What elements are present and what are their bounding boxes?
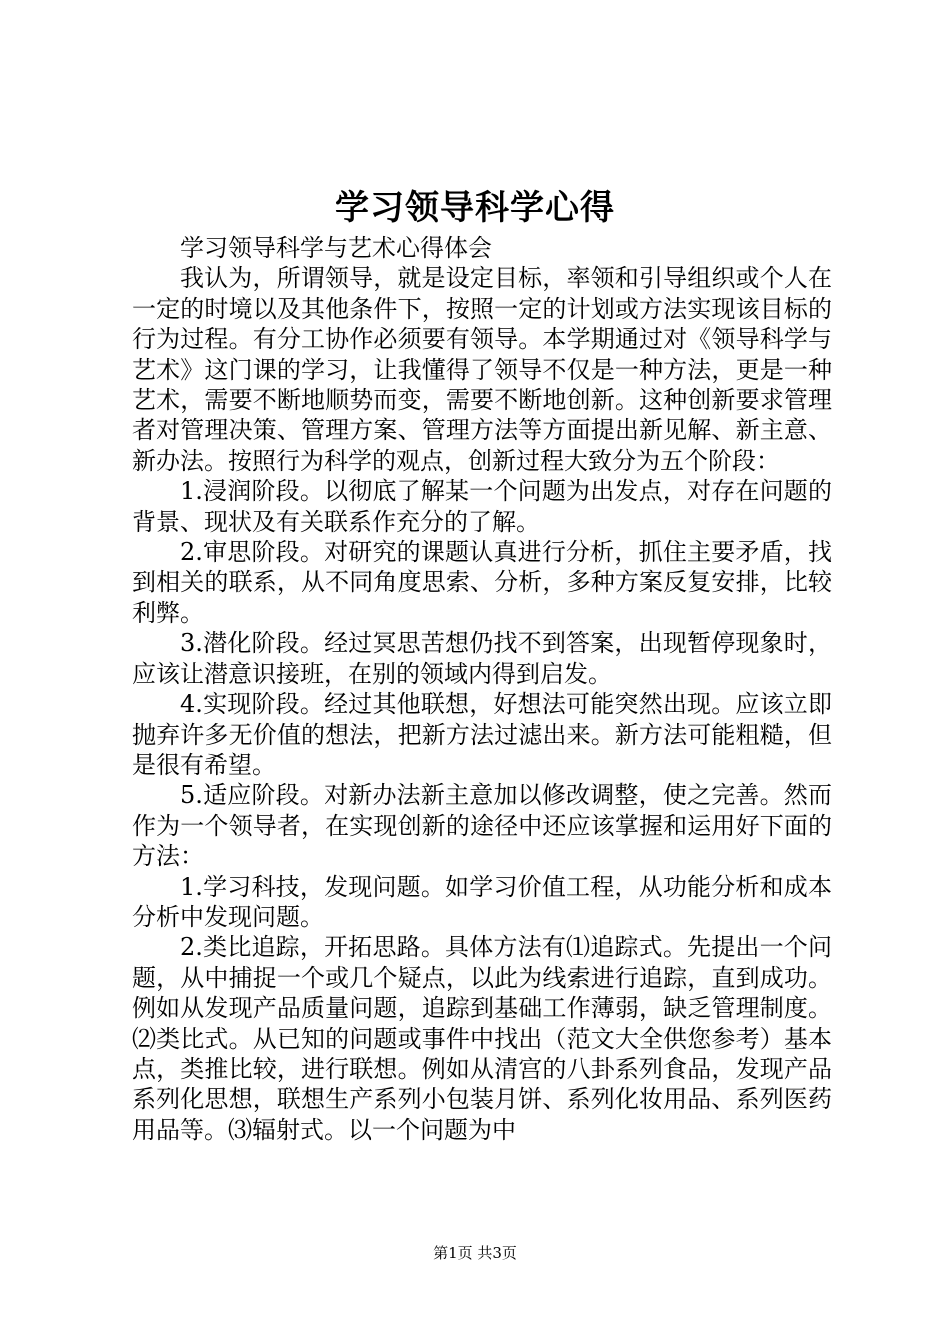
paragraph-subtitle: 学习领导科学与艺术心得体会 xyxy=(180,234,492,262)
paragraph-method-2: 2.类比追踪，开拓思路。具体方法有⑴追踪式。先提出一个问题，从中捕捉一个或几个疑点，以此为线索进行追踪，直到成功。例如从发现产品质量问题，追踪到基础工作薄弱，缺乏管理制度。⑵类比式。从已知的问题或事件中找出（范文大全供您参考）基本点，类推比较，进行联想。例如从清宫的八卦系列食品，发现产品系列化思想，联想生产系列小包装月饼、系列化妆用品、系列医药用品等。⑶辐射式。以一个问题为中 xyxy=(132,933,832,1144)
paragraph-stage-1: 1.浸润阶段。以彻底了解某一个问题为出发点，对存在问题的背景、现状及有关联系作充分的了解。 xyxy=(132,477,832,536)
document-body xyxy=(132,233,832,1145)
paragraph-intro: 我认为，所谓领导，就是设定目标，率领和引导组织或个人在一定的时境以及其他条件下，按照一定的计划或方法实现该目标的行为过程。有分工协作必须要有领导。本学期通过对《领导科学与艺术》这门课的学习，让我懂得了领导不仅是一种方法，更是一种艺术，需要不断地顺势而变，需要不断地创新。这种创新要求管理者对管理决策、管理方案、管理方法等方面提出新见解、新主意、新办法。按照行为科学的观点，创新过程大致分为五个阶段： xyxy=(132,264,832,475)
paragraph-stage-4: 4.实现阶段。经过其他联想，好想法可能突然出现。应该立即抛弃许多无价值的想法，把新方法过滤出来。新方法可能粗糙，但是很有希望。 xyxy=(132,690,832,779)
paragraph-stage-2: 2.审思阶段。对研究的课题认真进行分析，抓住主要矛盾，找到相关的联系，从不同角度思索、分析，多种方案反复安排，比较利弊。 xyxy=(132,538,832,627)
paragraph-stage-5: 5.适应阶段。对新办法新主意加以修改调整，使之完善。然而作为一个领导者，在实现创新的途径中还应该掌握和运用好下面的方法： xyxy=(132,781,832,871)
paragraph-method-1: 1.学习科技，发现问题。如学习价值工程，从功能分析和成本分析中发现问题。 xyxy=(132,872,832,931)
paragraph-stage-3: 3.潜化阶段。经过冥思苦想仍找不到答案，出现暂停现象时，应该让潜意识接班，在别的领域内得到启发。 xyxy=(132,629,832,688)
page-number-footer: 第1页 共3页 xyxy=(433,1244,517,1262)
document-title: 学习领导科学心得 xyxy=(335,188,615,228)
